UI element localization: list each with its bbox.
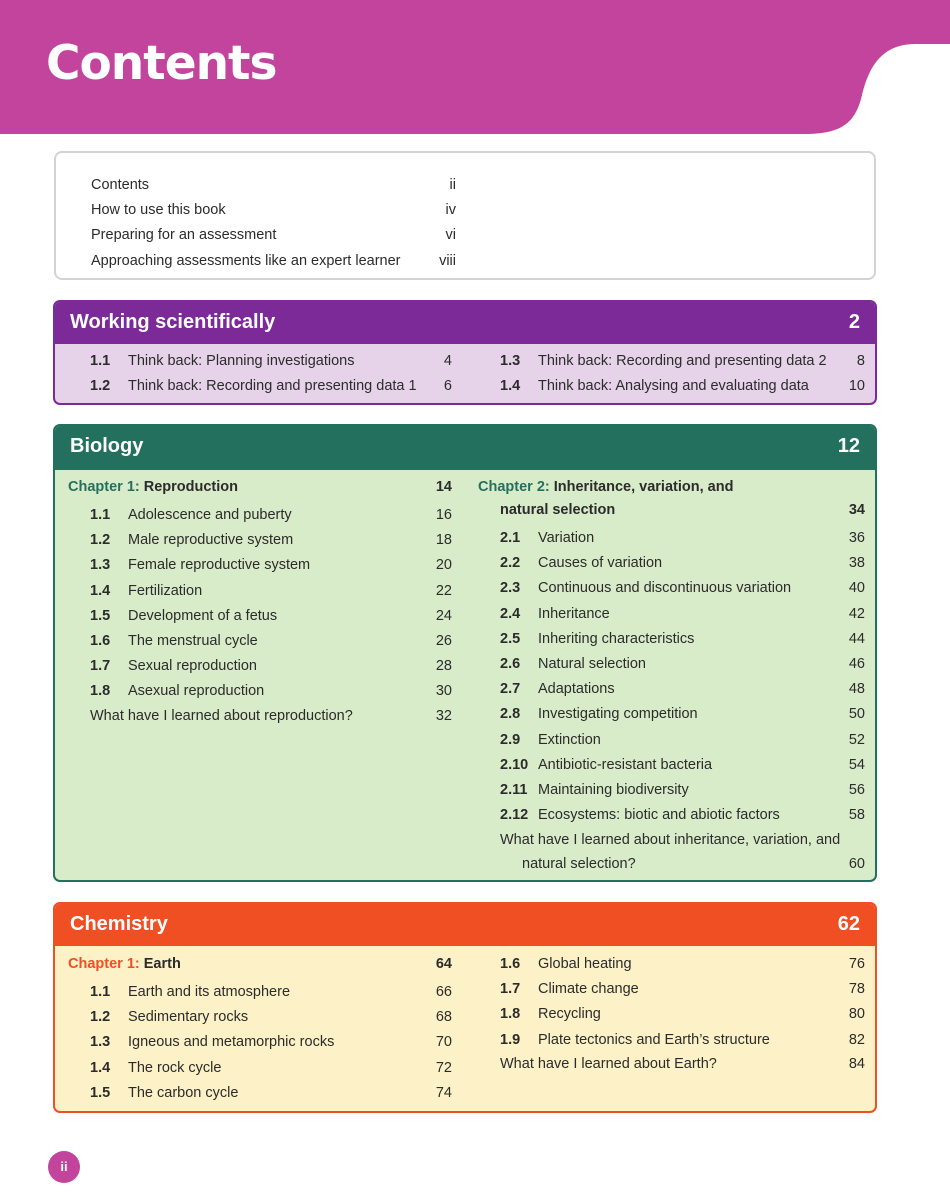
entry-label: Earth and its atmosphere [128, 984, 291, 1000]
entry-page: 4 [443, 353, 452, 369]
entry-number: 1.9 [500, 1031, 521, 1048]
toc-entry-label: How to use this book [91, 202, 226, 218]
entry-page: 54 [848, 756, 865, 773]
toc-entry-label: Approaching assessments like an expert learner [91, 253, 401, 269]
entry-number: 1.1 [90, 507, 111, 523]
entry-label: The menstrual cycle [128, 633, 258, 649]
toc-entry[interactable] [90, 1083, 452, 1103]
toc-entry[interactable] [500, 553, 865, 573]
entry-label: Think back: Recording and presenting data 1 [128, 378, 417, 394]
entry-number: 1.5 [90, 607, 111, 624]
entry-page: 72 [435, 1059, 452, 1076]
chapter-prefix: Chapter 2: [478, 479, 550, 495]
entry-page: 82 [848, 1031, 865, 1048]
entry-label: Sedimentary rocks [128, 1009, 249, 1026]
chapter-name: natural selection [500, 502, 616, 518]
toc-entry[interactable] [500, 780, 865, 800]
entry-label: Ecosystems: biotic and abiotic factors [538, 807, 780, 824]
entry-page: 20 [435, 557, 452, 574]
chapter-page: 34 [848, 502, 865, 518]
entry-label: Think back: Recording and presenting data 2 [538, 353, 827, 369]
chapter-heading[interactable] [68, 477, 452, 497]
review-page: 32 [435, 708, 452, 724]
entry-number: 2.9 [500, 731, 521, 748]
review-label: natural selection? [522, 856, 636, 872]
entry-label: Asexual reproduction [128, 683, 265, 700]
toc-entry[interactable] [90, 376, 452, 396]
toc-entry[interactable] [90, 1007, 452, 1027]
entry-label: Investigating competition [538, 706, 698, 723]
section-title: Working scientifically [70, 311, 276, 333]
entry-page: 36 [848, 530, 865, 546]
chapter-prefix: Chapter 1: [68, 479, 140, 495]
entry-label: Causes of variation [538, 555, 663, 572]
toc-entry[interactable] [500, 679, 865, 699]
entry-label: Development of a fetus [128, 607, 278, 624]
entry-number: 1.5 [90, 1084, 111, 1101]
entry-number: 1.4 [500, 378, 521, 394]
chapter-name: Reproduction [143, 479, 238, 495]
page-title: Contents [46, 36, 277, 91]
entry-page: 24 [435, 607, 452, 624]
toc-entry[interactable] [91, 225, 456, 245]
entry-number: 1.8 [90, 683, 111, 700]
toc-entry-page: iv [445, 202, 456, 218]
entry-page: 74 [435, 1084, 452, 1101]
front-matter-box [54, 151, 876, 280]
chapter-review[interactable] [500, 830, 865, 850]
entry-page: 70 [435, 1034, 452, 1051]
entry-number: 1.3 [90, 557, 111, 574]
toc-entry[interactable] [500, 954, 865, 974]
chapter-heading[interactable] [478, 477, 865, 497]
page-number-badge: ii [48, 1151, 80, 1183]
toc-entry[interactable] [90, 1032, 452, 1052]
toc-entry[interactable] [500, 730, 865, 750]
section-chemistry [53, 902, 877, 1113]
entry-label: Antibiotic-resistant bacteria [538, 756, 713, 773]
entry-page: 50 [848, 706, 865, 723]
entry-number: 2.2 [500, 555, 521, 572]
toc-entry[interactable] [90, 581, 452, 601]
toc-entry[interactable] [500, 376, 865, 396]
toc-entry[interactable] [90, 606, 452, 626]
toc-entry[interactable] [90, 505, 452, 525]
chapter-review-continued[interactable] [522, 854, 865, 874]
entry-label: Climate change [538, 981, 639, 998]
entry-label: Sexual reproduction [128, 658, 257, 675]
chapter-page: 14 [435, 479, 452, 495]
section-title: Chemistry [70, 913, 168, 935]
entry-number: 1.1 [90, 984, 111, 1000]
toc-entry-label: Preparing for an assessment [91, 227, 277, 243]
chapter-name: Earth [143, 956, 181, 972]
entry-number: 1.2 [90, 1009, 111, 1026]
entry-label: The carbon cycle [128, 1084, 239, 1101]
entry-page: 28 [435, 658, 452, 675]
entry-label: Recycling [538, 1006, 601, 1023]
entry-page: 6 [443, 378, 452, 394]
entry-label: The rock cycle [128, 1059, 222, 1076]
review-page: 60 [848, 856, 865, 872]
entry-label: Extinction [538, 731, 601, 748]
entry-page: 52 [848, 731, 865, 748]
review-label: What have I learned about reproduction? [90, 708, 353, 724]
section-page: 12 [837, 435, 860, 457]
entry-label: Think back: Analysing and evaluating data [538, 378, 809, 394]
entry-number: 2.10 [500, 756, 529, 773]
entry-page: 76 [848, 956, 865, 972]
toc-entry[interactable] [90, 351, 452, 371]
toc-entry[interactable] [500, 351, 865, 371]
toc-entry[interactable] [500, 629, 865, 649]
entry-page: 44 [848, 630, 865, 647]
entry-number: 2.6 [500, 656, 521, 672]
entry-page: 26 [435, 633, 452, 649]
entry-page: 46 [848, 656, 865, 672]
toc-entry[interactable] [500, 604, 865, 624]
entry-number: 1.7 [500, 981, 521, 998]
toc-entry[interactable] [500, 805, 865, 825]
toc-entry[interactable] [91, 175, 456, 195]
entry-page: 22 [435, 582, 452, 599]
toc-entry[interactable] [500, 1004, 865, 1024]
entry-page: 18 [435, 532, 452, 549]
entry-page: 8 [856, 353, 865, 369]
entry-number: 1.3 [500, 353, 521, 369]
entry-page: 48 [848, 681, 865, 698]
chapter-prefix: Chapter 1: [68, 956, 140, 972]
entry-label: Igneous and metamorphic rocks [128, 1034, 335, 1051]
toc-entry[interactable] [500, 528, 865, 548]
toc-entry[interactable] [90, 1058, 452, 1078]
entry-number: 2.7 [500, 681, 521, 698]
entry-label: Inheritance [538, 605, 610, 622]
toc-entry[interactable] [90, 555, 452, 575]
section-biology [53, 424, 877, 882]
entry-label: Continuous and discontinuous variation [538, 580, 792, 597]
toc-entry[interactable] [500, 979, 865, 999]
entry-number: 2.11 [500, 782, 528, 798]
entry-number: 1.6 [90, 633, 111, 649]
entry-page: 56 [848, 782, 865, 798]
entry-number: 1.7 [90, 658, 111, 675]
toc-entry[interactable] [500, 578, 865, 598]
entry-number: 1.4 [90, 582, 111, 599]
toc-entry[interactable] [90, 681, 452, 701]
entry-page: 10 [848, 378, 865, 394]
entry-label: Global heating [538, 956, 632, 972]
toc-entry[interactable] [91, 200, 456, 220]
toc-entry[interactable] [90, 656, 452, 676]
entry-label: Think back: Planning investigations [128, 353, 355, 369]
toc-entry-label: Contents [91, 177, 150, 193]
entry-number: 2.12 [500, 807, 529, 824]
entry-page: 42 [848, 605, 865, 622]
entry-page: 68 [435, 1009, 452, 1026]
toc-entry[interactable] [500, 654, 865, 674]
chapter-review[interactable] [90, 706, 452, 726]
toc-entry-page: viii [439, 253, 456, 269]
entry-page: 78 [848, 981, 865, 998]
entry-label: Fertilization [128, 582, 203, 599]
section-header[interactable] [55, 904, 875, 946]
entry-label: Adolescence and puberty [128, 507, 292, 523]
entry-page: 80 [848, 1006, 865, 1023]
toc-entry-page: ii [449, 177, 456, 193]
toc-entry[interactable] [90, 631, 452, 651]
review-label: What have I learned about inheritance, variation, and [500, 832, 841, 848]
chapter-review[interactable] [500, 1054, 865, 1074]
entry-number: 1.3 [90, 1034, 111, 1051]
entry-number: 1.2 [90, 378, 111, 394]
entry-page: 30 [435, 683, 452, 700]
toc-entry[interactable] [500, 1030, 865, 1050]
entry-label: Adaptations [538, 681, 615, 698]
entry-number: 2.5 [500, 630, 521, 647]
entry-number: 1.8 [500, 1006, 521, 1023]
entry-number: 1.1 [90, 353, 111, 369]
section-page: 2 [848, 311, 860, 333]
review-page: 84 [848, 1056, 865, 1072]
toc-entry[interactable] [500, 755, 865, 775]
toc-entry[interactable] [500, 704, 865, 724]
review-label: What have I learned about Earth? [500, 1056, 717, 1072]
entry-label: Plate tectonics and Earth’s structure [538, 1031, 770, 1048]
toc-entry[interactable] [91, 251, 456, 271]
entry-number: 1.6 [500, 956, 521, 972]
toc-entry[interactable] [90, 982, 452, 1002]
entry-label: Natural selection [538, 656, 646, 672]
entry-page: 40 [848, 580, 865, 597]
entry-page: 16 [435, 507, 452, 523]
entry-label: Male reproductive system [128, 532, 294, 549]
section-page: 62 [837, 913, 860, 935]
entry-page: 38 [848, 555, 865, 572]
entry-label: Variation [538, 530, 595, 546]
toc-entry-page: vi [445, 227, 456, 243]
chapter-heading[interactable] [68, 954, 452, 974]
chapter-heading-continued[interactable] [500, 500, 865, 520]
entry-label: Maintaining biodiversity [538, 782, 689, 798]
section-header[interactable] [55, 426, 875, 470]
section-header[interactable] [55, 302, 875, 344]
section-working-scientifically [53, 300, 877, 405]
toc-entry[interactable] [90, 530, 452, 550]
entry-label: Inheriting characteristics [538, 630, 695, 647]
chapter-name: Inheritance, variation, and [553, 479, 734, 495]
entry-number: 2.3 [500, 580, 521, 597]
section-title: Biology [70, 435, 144, 457]
entry-page: 66 [435, 984, 452, 1000]
entry-number: 2.4 [500, 605, 521, 622]
entry-number: 2.1 [500, 530, 521, 546]
entry-label: Female reproductive system [128, 557, 311, 574]
entry-number: 2.8 [500, 706, 521, 723]
chapter-page: 64 [435, 956, 452, 972]
entry-number: 1.4 [90, 1059, 111, 1076]
entry-number: 1.2 [90, 532, 111, 549]
entry-page: 58 [848, 807, 865, 824]
